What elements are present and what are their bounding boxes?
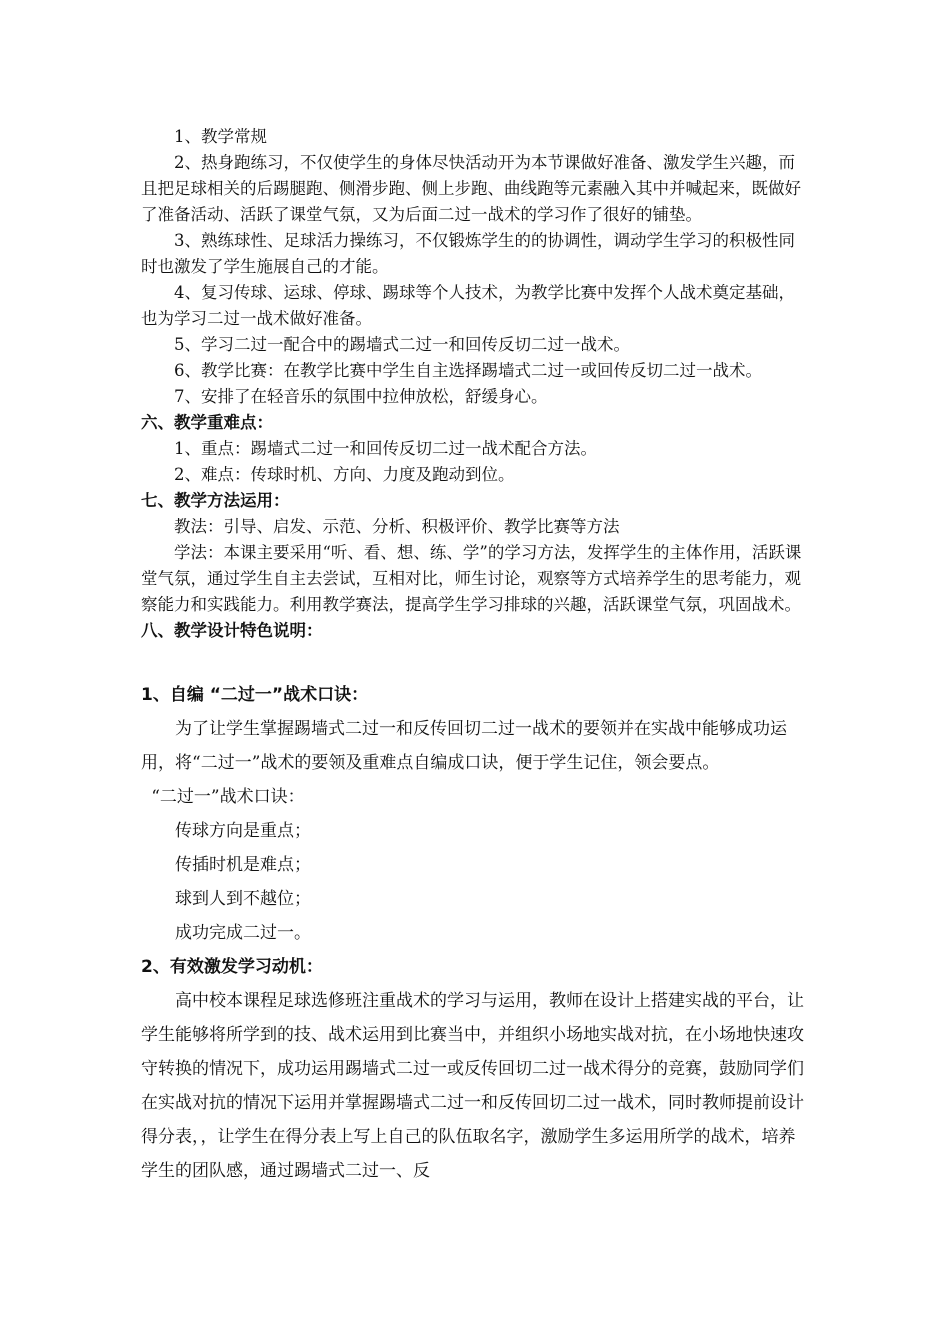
section-7-heading: 七、教学方法运用：	[141, 491, 290, 510]
subsection-2-body: 高中校本课程足球选修班注重战术的学习与运用，教师在设计上搭建实战的平台，让学生能够将所学到的技、战术运用到比赛当中，并组织小场地实战对抗，在小场地快速攻守转换的情况下，成功运用踢墙式二过一或反传回切二过一战术得分的竞赛，鼓励同学们在实战对抗的情况下运用并掌握踢墙式二过一和反传回切二过一战术，同时教师提前设计得分表，，让学生在得分表上写上自己的队伍取名字，激励学生多运用所学的战术，培养学生的团队感，通过踢墙式二过一、反	[141, 991, 804, 1181]
spacer	[141, 644, 811, 678]
subsection-1-heading: 1、自编 “二过一”战术口诀：	[141, 685, 369, 705]
rhyme-title: “二过一”战术口诀：	[151, 787, 305, 807]
step-5: 5、学习二过一配合中的踢墙式二过一和回传反切二过一战术。	[174, 335, 630, 354]
subsection-2-heading: 2、有效激发学习动机：	[141, 957, 323, 977]
teaching-method: 教法：引导、启发、示范、分析、积极评价、教学比赛等方法	[174, 517, 620, 536]
rhyme-line-1: 传球方向是重点；	[175, 821, 311, 841]
step-6: 6、教学比赛：在教学比赛中学生自主选择踢墙式二过一或回传反切二过一战术。	[174, 361, 762, 380]
difficulty: 2、难点：传球时机、方向、力度及跑动到位。	[174, 465, 515, 484]
rhyme-line-3: 球到人到不越位；	[175, 889, 311, 909]
section-6-heading: 六、教学重难点：	[141, 413, 273, 432]
rhyme-line-4: 成功完成二过一。	[175, 923, 311, 943]
step-3: 3、熟练球性、足球活力操练习，不仅锻炼学生的的协调性，调动学生学习的积极性同时也激发了学生施展自己的才能。	[141, 231, 795, 276]
learning-method: 学法：本课主要采用“听、看、想、练、学”的学习方法，发挥学生的主体作用，活跃课堂气氛，通过学生自主去尝试，互相对比，师生讨论，观察等方式培养学生的思考能力，观察能力和实践能力。利用教学赛法，提高学生学习排球的兴趣，活跃课堂气氛，巩固战术。	[141, 543, 802, 614]
rhyme-line-2: 传插时机是难点；	[175, 855, 311, 875]
subsection-1-body: 为了让学生掌握踢墙式二过一和反传回切二过一战术的要领并在实战中能够成功运用，将“二过一”战术的要领及重难点自编成口诀，便于学生记住，领会要点。	[141, 719, 787, 773]
step-1: 1、教学常规	[174, 127, 267, 146]
step-7: 7、安排了在轻音乐的氛围中拉伸放松，舒缓身心。	[174, 387, 548, 406]
step-2: 2、热身跑练习，不仅使学生的身体尽快活动开为本节课做好准备、激发学生兴趣，而且把足球相关的后踢腿跑、侧滑步跑、侧上步跑、曲线跑等元素融入其中并喊起来，既做好了准备活动、活跃了课堂气氛，又为后面二过一战术的学习作了很好的铺垫。	[141, 153, 801, 224]
document-content	[141, 124, 811, 1188]
section-8-heading: 八、教学设计特色说明：	[141, 621, 323, 640]
key-point: 1、重点：踢墙式二过一和回传反切二过一战术配合方法。	[174, 439, 597, 458]
step-4: 4、复习传球、运球、停球、踢球等个人技术，为教学比赛中发挥个人战术奠定基础，也为学习二过一战术做好准备。	[141, 283, 795, 328]
